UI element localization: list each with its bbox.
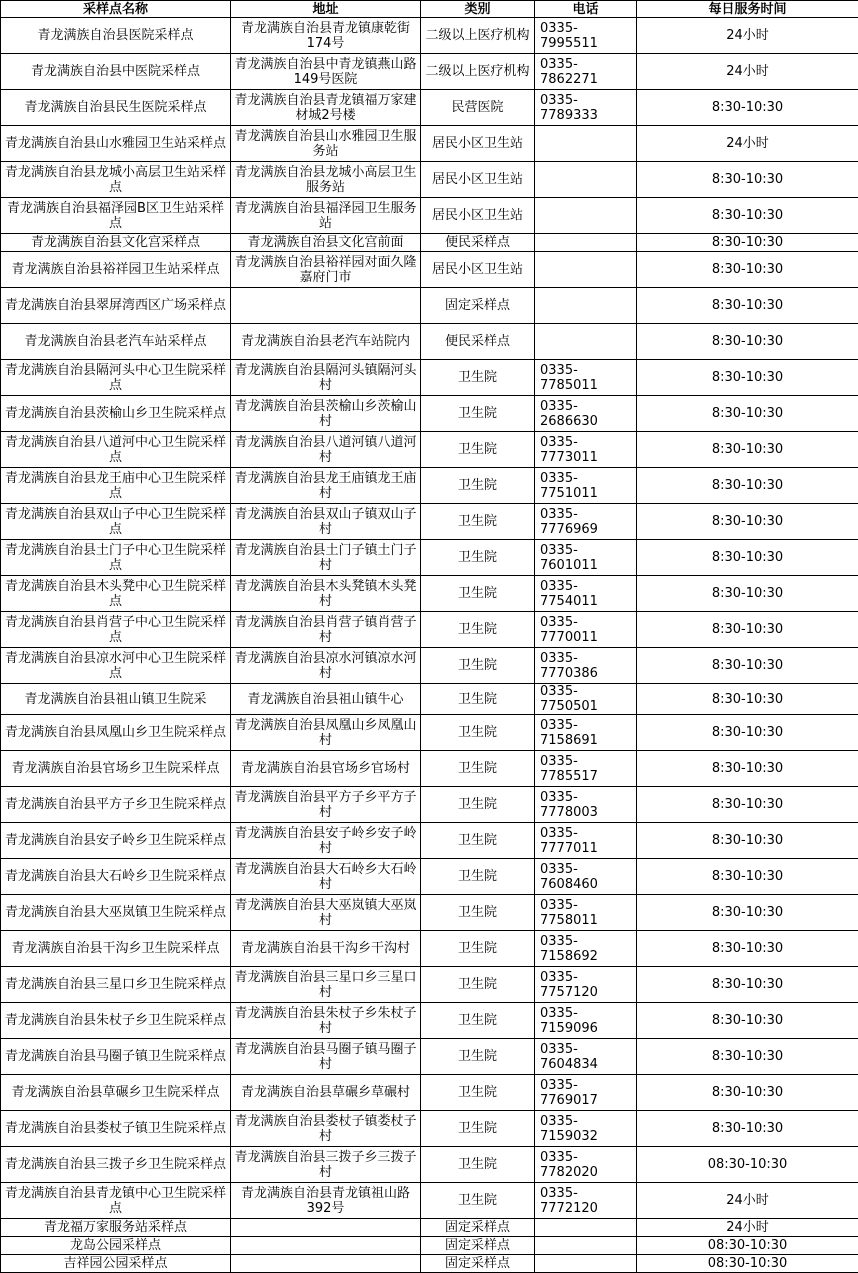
category-cell: 居民小区卫生站 <box>421 162 535 198</box>
address-cell <box>231 1237 421 1255</box>
category-cell: 卫生院 <box>421 468 535 504</box>
site-name-cell: 青龙满族自治县三拨子乡卫生院采样点 <box>1 1147 231 1183</box>
site-name-cell: 青龙满族自治县凉水河中心卫生院采样点 <box>1 648 231 684</box>
site-name-cell: 青龙满族自治县八道河中心卫生院采样点 <box>1 432 231 468</box>
service-hours-cell: 8:30-10:30 <box>637 684 858 715</box>
site-name-cell: 青龙满族自治县翠屏湾西区广场采样点 <box>1 288 231 324</box>
address-cell: 青龙满族自治县隔河头镇隔河头村 <box>231 360 421 396</box>
header-name: 采样点名称 <box>1 1 231 18</box>
service-hours-cell: 8:30-10:30 <box>637 576 858 612</box>
address-cell: 青龙满族自治县青龙镇康乾街174号 <box>231 18 421 54</box>
service-hours-cell: 8:30-10:30 <box>637 1039 858 1075</box>
phone-cell: 0335-7995511 <box>535 18 637 54</box>
header-address: 地址 <box>231 1 421 18</box>
category-cell: 固定采样点 <box>421 288 535 324</box>
table-row <box>1 967 858 1003</box>
site-name-cell: 青龙满族自治县民生医院采样点 <box>1 90 231 126</box>
phone-cell: 0335-7601011 <box>535 540 637 576</box>
category-cell: 居民小区卫生站 <box>421 252 535 288</box>
table-row <box>1 1111 858 1147</box>
address-cell: 青龙满族自治县三拨子乡三拨子村 <box>231 1147 421 1183</box>
table-row <box>1 396 858 432</box>
site-name-cell: 青龙满族自治县凤凰山乡卫生院采样点 <box>1 715 231 751</box>
address-cell: 青龙满族自治县草碾乡草碾村 <box>231 1075 421 1111</box>
address-cell: 青龙满族自治县祖山镇牛心 <box>231 684 421 715</box>
category-cell: 卫生院 <box>421 751 535 787</box>
table-row <box>1 931 858 967</box>
table-row <box>1 540 858 576</box>
address-cell: 青龙满族自治县大巫岚镇大巫岚村 <box>231 895 421 931</box>
phone-cell: 0335-7789333 <box>535 90 637 126</box>
service-hours-cell: 8:30-10:30 <box>637 612 858 648</box>
header-service-hours: 每日服务时间 <box>637 1 858 18</box>
service-hours-cell: 24小时 <box>637 1183 858 1219</box>
table-row <box>1 432 858 468</box>
phone-cell: 0335-7754011 <box>535 576 637 612</box>
phone-cell: 0335-7608460 <box>535 859 637 895</box>
phone-cell: 0335-7769017 <box>535 1075 637 1111</box>
address-cell: 青龙满族自治县青龙镇福万家建材城2号楼 <box>231 90 421 126</box>
category-cell: 卫生院 <box>421 648 535 684</box>
category-cell: 卫生院 <box>421 859 535 895</box>
service-hours-cell: 24小时 <box>637 1219 858 1237</box>
site-name-cell: 青龙满族自治县娄杖子镇卫生院采样点 <box>1 1111 231 1147</box>
phone-cell: 0335-7782020 <box>535 1147 637 1183</box>
address-cell: 青龙满族自治县龙城小高层卫生服务站 <box>231 162 421 198</box>
service-hours-cell: 8:30-10:30 <box>637 468 858 504</box>
category-cell: 固定采样点 <box>421 1237 535 1255</box>
phone-cell <box>535 126 637 162</box>
table-row <box>1 1075 858 1111</box>
service-hours-cell: 8:30-10:30 <box>637 504 858 540</box>
table-row <box>1 1147 858 1183</box>
address-cell: 青龙满族自治县马圈子镇马圈子村 <box>231 1039 421 1075</box>
address-cell: 青龙满族自治县老汽车站院内 <box>231 324 421 360</box>
category-cell: 二级以上医疗机构 <box>421 54 535 90</box>
header-category: 类别 <box>421 1 535 18</box>
category-cell: 民营医院 <box>421 90 535 126</box>
phone-cell: 0335-2686630 <box>535 396 637 432</box>
address-cell: 青龙满族自治县三星口乡三星口村 <box>231 967 421 1003</box>
category-cell: 卫生院 <box>421 1039 535 1075</box>
address-cell: 青龙满族自治县凤凰山乡凤凰山村 <box>231 715 421 751</box>
phone-cell: 0335-7776969 <box>535 504 637 540</box>
address-cell <box>231 1219 421 1237</box>
table-row <box>1 576 858 612</box>
category-cell: 卫生院 <box>421 895 535 931</box>
service-hours-cell: 8:30-10:30 <box>637 288 858 324</box>
service-hours-cell: 8:30-10:30 <box>637 648 858 684</box>
phone-cell <box>535 162 637 198</box>
category-cell: 卫生院 <box>421 576 535 612</box>
table-row <box>1 859 858 895</box>
table-row <box>1 252 858 288</box>
phone-cell: 0335-7159032 <box>535 1111 637 1147</box>
service-hours-cell: 8:30-10:30 <box>637 895 858 931</box>
phone-cell <box>535 198 637 234</box>
category-cell: 卫生院 <box>421 396 535 432</box>
site-name-cell: 青龙满族自治县老汽车站采样点 <box>1 324 231 360</box>
address-cell: 青龙满族自治县安子岭乡安子岭村 <box>231 823 421 859</box>
address-cell: 青龙满族自治县平方子乡平方子村 <box>231 787 421 823</box>
address-cell: 青龙满族自治县裕祥园对面久隆嘉府门市 <box>231 252 421 288</box>
service-hours-cell: 8:30-10:30 <box>637 823 858 859</box>
category-cell: 卫生院 <box>421 823 535 859</box>
site-name-cell: 青龙满族自治县马圈子镇卫生院采样点 <box>1 1039 231 1075</box>
category-cell: 卫生院 <box>421 1183 535 1219</box>
table-row <box>1 648 858 684</box>
address-cell: 青龙满族自治县双山子镇双山子村 <box>231 504 421 540</box>
table-row <box>1 684 858 715</box>
service-hours-cell: 8:30-10:30 <box>637 432 858 468</box>
table-row <box>1 1237 858 1255</box>
service-hours-cell: 8:30-10:30 <box>637 198 858 234</box>
table-row <box>1 324 858 360</box>
site-name-cell: 青龙满族自治县三星口乡卫生院采样点 <box>1 967 231 1003</box>
phone-cell: 0335-7778003 <box>535 787 637 823</box>
address-cell: 青龙满族自治县青龙镇祖山路392号 <box>231 1183 421 1219</box>
table-row <box>1 360 858 396</box>
phone-cell: 0335-7758011 <box>535 895 637 931</box>
category-cell: 卫生院 <box>421 1003 535 1039</box>
site-name-cell: 青龙满族自治县山水雅园卫生站采样点 <box>1 126 231 162</box>
service-hours-cell: 8:30-10:30 <box>637 1075 858 1111</box>
category-cell: 卫生院 <box>421 787 535 823</box>
site-name-cell: 青龙满族自治县官场乡卫生院采样点 <box>1 751 231 787</box>
site-name-cell: 青龙满族自治县茨榆山乡卫生院采样点 <box>1 396 231 432</box>
site-name-cell: 青龙满族自治县平方子乡卫生院采样点 <box>1 787 231 823</box>
phone-cell: 0335-7604834 <box>535 1039 637 1075</box>
service-hours-cell: 8:30-10:30 <box>637 252 858 288</box>
service-hours-cell: 8:30-10:30 <box>637 540 858 576</box>
table-row <box>1 1003 858 1039</box>
category-cell: 卫生院 <box>421 1075 535 1111</box>
table-row <box>1 288 858 324</box>
service-hours-cell: 8:30-10:30 <box>637 751 858 787</box>
site-name-cell: 青龙满族自治县龙城小高层卫生站采样点 <box>1 162 231 198</box>
phone-cell: 0335-7159096 <box>535 1003 637 1039</box>
phone-cell: 0335-7777011 <box>535 823 637 859</box>
table-row <box>1 126 858 162</box>
address-cell: 青龙满族自治县中青龙镇燕山路149号医院 <box>231 54 421 90</box>
site-name-cell: 青龙满族自治县中医院采样点 <box>1 54 231 90</box>
site-name-cell: 青龙满族自治县朱杖子乡卫生院采样点 <box>1 1003 231 1039</box>
table-row <box>1 787 858 823</box>
header-row <box>1 1 858 18</box>
category-cell: 卫生院 <box>421 432 535 468</box>
service-hours-cell: 8:30-10:30 <box>637 787 858 823</box>
service-hours-cell: 24小时 <box>637 18 858 54</box>
phone-cell <box>535 1237 637 1255</box>
table-body <box>1 18 858 1273</box>
service-hours-cell: 8:30-10:30 <box>637 90 858 126</box>
category-cell: 卫生院 <box>421 931 535 967</box>
table-row <box>1 1255 858 1273</box>
service-hours-cell: 24小时 <box>637 54 858 90</box>
phone-cell: 0335-7770011 <box>535 612 637 648</box>
site-name-cell: 青龙满族自治县草碾乡卫生院采样点 <box>1 1075 231 1111</box>
site-name-cell: 青龙满族自治县祖山镇卫生院采 <box>1 684 231 715</box>
service-hours-cell: 8:30-10:30 <box>637 859 858 895</box>
service-hours-cell: 08:30-10:30 <box>637 1237 858 1255</box>
address-cell: 青龙满族自治县朱杖子乡朱杖子村 <box>231 1003 421 1039</box>
phone-cell <box>535 1219 637 1237</box>
service-hours-cell: 8:30-10:30 <box>637 324 858 360</box>
table-row <box>1 1183 858 1219</box>
table-row <box>1 1039 858 1075</box>
table-row <box>1 504 858 540</box>
site-name-cell: 青龙满族自治县龙王庙中心卫生院采样点 <box>1 468 231 504</box>
site-name-cell: 青龙满族自治县福泽园B区卫生站采样点 <box>1 198 231 234</box>
category-cell: 固定采样点 <box>421 1219 535 1237</box>
address-cell: 青龙满族自治县山水雅园卫生服务站 <box>231 126 421 162</box>
site-name-cell: 青龙满族自治县肖营子中心卫生院采样点 <box>1 612 231 648</box>
category-cell: 卫生院 <box>421 967 535 1003</box>
address-cell: 青龙满族自治县凉水河镇凉水河村 <box>231 648 421 684</box>
address-cell <box>231 288 421 324</box>
phone-cell: 0335-7862271 <box>535 54 637 90</box>
phone-cell <box>535 324 637 360</box>
table-row <box>1 612 858 648</box>
address-cell: 青龙满族自治县大石岭乡大石岭村 <box>231 859 421 895</box>
phone-cell: 0335-7785517 <box>535 751 637 787</box>
service-hours-cell: 8:30-10:30 <box>637 1111 858 1147</box>
site-name-cell: 青龙满族自治县土门子中心卫生院采样点 <box>1 540 231 576</box>
service-hours-cell: 8:30-10:30 <box>637 931 858 967</box>
phone-cell: 0335-7785011 <box>535 360 637 396</box>
category-cell: 卫生院 <box>421 360 535 396</box>
category-cell: 卫生院 <box>421 1147 535 1183</box>
site-name-cell: 龙岛公园采样点 <box>1 1237 231 1255</box>
table-row <box>1 90 858 126</box>
site-name-cell: 青龙满族自治县安子岭乡卫生院采样点 <box>1 823 231 859</box>
site-name-cell: 青龙满族自治县干沟乡卫生院采样点 <box>1 931 231 967</box>
site-name-cell: 青龙满族自治县文化宫采样点 <box>1 234 231 252</box>
phone-cell: 0335-7772120 <box>535 1183 637 1219</box>
category-cell: 便民采样点 <box>421 234 535 252</box>
phone-cell: 0335-7773011 <box>535 432 637 468</box>
phone-cell: 0335-7757120 <box>535 967 637 1003</box>
category-cell: 卫生院 <box>421 715 535 751</box>
address-cell: 青龙满族自治县文化宫前面 <box>231 234 421 252</box>
site-name-cell: 青龙满族自治县大巫岚镇卫生院采样点 <box>1 895 231 931</box>
service-hours-cell: 08:30-10:30 <box>637 1147 858 1183</box>
site-name-cell: 吉祥园公园采样点 <box>1 1255 231 1273</box>
category-cell: 卫生院 <box>421 504 535 540</box>
address-cell: 青龙满族自治县官场乡官场村 <box>231 751 421 787</box>
site-name-cell: 青龙满族自治县木头凳中心卫生院采样点 <box>1 576 231 612</box>
category-cell: 卫生院 <box>421 540 535 576</box>
table-row <box>1 468 858 504</box>
service-hours-cell: 8:30-10:30 <box>637 162 858 198</box>
phone-cell <box>535 288 637 324</box>
site-name-cell: 青龙福万家服务站采样点 <box>1 1219 231 1237</box>
service-hours-cell: 08:30-10:30 <box>637 1255 858 1273</box>
address-cell: 青龙满族自治县娄杖子镇娄杖子村 <box>231 1111 421 1147</box>
phone-cell: 0335-7158692 <box>535 931 637 967</box>
service-hours-cell: 8:30-10:30 <box>637 360 858 396</box>
site-name-cell: 青龙满族自治县大石岭乡卫生院采样点 <box>1 859 231 895</box>
category-cell: 固定采样点 <box>421 1255 535 1273</box>
table-row <box>1 823 858 859</box>
phone-cell: 0335-7158691 <box>535 715 637 751</box>
category-cell: 卫生院 <box>421 1111 535 1147</box>
phone-cell <box>535 1255 637 1273</box>
category-cell: 二级以上医疗机构 <box>421 18 535 54</box>
service-hours-cell: 8:30-10:30 <box>637 396 858 432</box>
table-row <box>1 234 858 252</box>
address-cell: 青龙满族自治县木头凳镇木头凳村 <box>231 576 421 612</box>
category-cell: 卫生院 <box>421 684 535 715</box>
table-row <box>1 751 858 787</box>
address-cell: 青龙满族自治县土门子镇土门子村 <box>231 540 421 576</box>
site-name-cell: 青龙满族自治县双山子中心卫生院采样点 <box>1 504 231 540</box>
table-row <box>1 18 858 54</box>
site-name-cell: 青龙满族自治县隔河头中心卫生院采样点 <box>1 360 231 396</box>
service-hours-cell: 24小时 <box>637 126 858 162</box>
phone-cell: 0335-7751011 <box>535 468 637 504</box>
table-row <box>1 715 858 751</box>
phone-cell <box>535 252 637 288</box>
address-cell: 青龙满族自治县龙王庙镇龙王庙村 <box>231 468 421 504</box>
service-hours-cell: 8:30-10:30 <box>637 1003 858 1039</box>
site-name-cell: 青龙满族自治县青龙镇中心卫生院采样点 <box>1 1183 231 1219</box>
service-hours-cell: 8:30-10:30 <box>637 967 858 1003</box>
header-phone: 电话 <box>535 1 637 18</box>
phone-cell: 0335-7750501 <box>535 684 637 715</box>
table-row <box>1 198 858 234</box>
address-cell: 青龙满族自治县茨榆山乡茨榆山村 <box>231 396 421 432</box>
address-cell: 青龙满族自治县干沟乡干沟村 <box>231 931 421 967</box>
site-name-cell: 青龙满族自治县裕祥园卫生站采样点 <box>1 252 231 288</box>
table-row <box>1 162 858 198</box>
category-cell: 居民小区卫生站 <box>421 126 535 162</box>
phone-cell: 0335-7770386 <box>535 648 637 684</box>
address-cell: 青龙满族自治县福泽园卫生服务站 <box>231 198 421 234</box>
service-hours-cell: 8:30-10:30 <box>637 234 858 252</box>
site-name-cell: 青龙满族自治县医院采样点 <box>1 18 231 54</box>
address-cell <box>231 1255 421 1273</box>
category-cell: 便民采样点 <box>421 324 535 360</box>
address-cell: 青龙满族自治县八道河镇八道河村 <box>231 432 421 468</box>
category-cell: 居民小区卫生站 <box>421 198 535 234</box>
category-cell: 卫生院 <box>421 612 535 648</box>
table-row <box>1 895 858 931</box>
service-hours-cell: 8:30-10:30 <box>637 715 858 751</box>
table-row <box>1 54 858 90</box>
address-cell: 青龙满族自治县肖营子镇肖营子村 <box>231 612 421 648</box>
table-row <box>1 1219 858 1237</box>
phone-cell <box>535 234 637 252</box>
